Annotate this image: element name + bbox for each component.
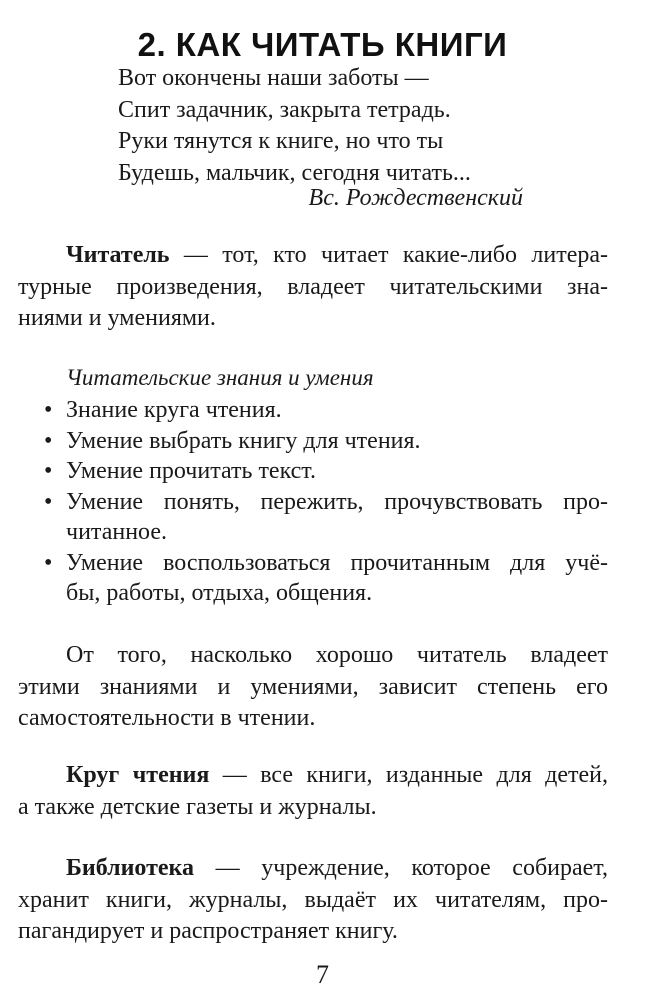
paragraph-line: самостоятельности в чтении. bbox=[18, 705, 316, 731]
definition-text: — тот, кто читает какие-либо литера- bbox=[169, 242, 608, 268]
list-item-line: Умение воспользоваться прочитанным для учё- bbox=[66, 549, 608, 576]
term-reader: Читатель bbox=[66, 242, 170, 268]
definition-text: — учреждение, которое собирает, bbox=[193, 855, 608, 881]
paragraph-line: турные произведения, владеет читательскими зна- bbox=[18, 273, 608, 300]
list-item-line: Знание круга чтения. bbox=[66, 397, 282, 423]
epigraph-line: Будешь, мальчик, сегодня читать... bbox=[118, 159, 471, 186]
list-item bbox=[44, 456, 608, 487]
definition-reader bbox=[18, 240, 608, 335]
paragraph-line: а также детские газеты и журналы. bbox=[18, 793, 377, 820]
skills-list bbox=[44, 395, 608, 609]
paragraph-line: хранит книги, журналы, выдаёт их читателям, про- bbox=[18, 886, 608, 913]
epigraph-author: Вс. Рождественский bbox=[308, 185, 523, 211]
paragraph-line bbox=[18, 760, 608, 792]
list-item bbox=[44, 487, 608, 548]
definition-reading-circle bbox=[18, 760, 608, 823]
chapter-title: 2. КАК ЧИТАТЬ КНИГИ bbox=[137, 26, 508, 64]
paragraph-independence bbox=[18, 640, 608, 735]
bullet-icon: • bbox=[44, 488, 53, 515]
bullet-icon: • bbox=[44, 458, 53, 484]
page-number: 7 bbox=[316, 960, 329, 989]
epigraph bbox=[118, 63, 471, 189]
bullet-icon: • bbox=[44, 549, 53, 576]
paragraph-line bbox=[18, 240, 608, 272]
list-item-line: Умение выбрать книгу для чтения. bbox=[66, 427, 421, 454]
list-item-line: читанное. bbox=[66, 519, 167, 545]
definition-text: — все книги, изданные для детей, bbox=[209, 762, 608, 788]
bullet-icon: • bbox=[44, 427, 53, 454]
epigraph-line: Спит задачник, закрыта тетрадь. bbox=[118, 96, 451, 123]
paragraph-line: пагандирует и распространяет книгу. bbox=[18, 918, 398, 944]
paragraph-line: ниями и умениями. bbox=[18, 305, 216, 331]
bullet-icon: • bbox=[44, 397, 53, 423]
list-item bbox=[44, 426, 608, 457]
skills-list-title: Читательские знания и умения bbox=[66, 365, 374, 390]
term-reading-circle: Круг чтения bbox=[66, 762, 210, 788]
list-item bbox=[44, 395, 608, 426]
epigraph-line: Руки тянутся к книге, но что ты bbox=[118, 128, 444, 154]
list-item-line: Умение прочитать текст. bbox=[66, 458, 316, 484]
definition-library bbox=[18, 853, 608, 948]
paragraph-line: этими знаниями и умениями, зависит степень его bbox=[18, 673, 608, 700]
paragraph-line: От того, насколько хорошо читатель владеет bbox=[66, 642, 608, 668]
list-item-line: бы, работы, отдыха, общения. bbox=[66, 580, 373, 606]
term-library: Библиотека bbox=[66, 855, 194, 881]
list-item bbox=[44, 548, 608, 609]
epigraph-line: Вот окончены наши заботы — bbox=[118, 65, 429, 91]
paragraph-line bbox=[18, 853, 608, 885]
list-item-line: Умение понять, пережить, прочувствовать про- bbox=[66, 488, 608, 515]
